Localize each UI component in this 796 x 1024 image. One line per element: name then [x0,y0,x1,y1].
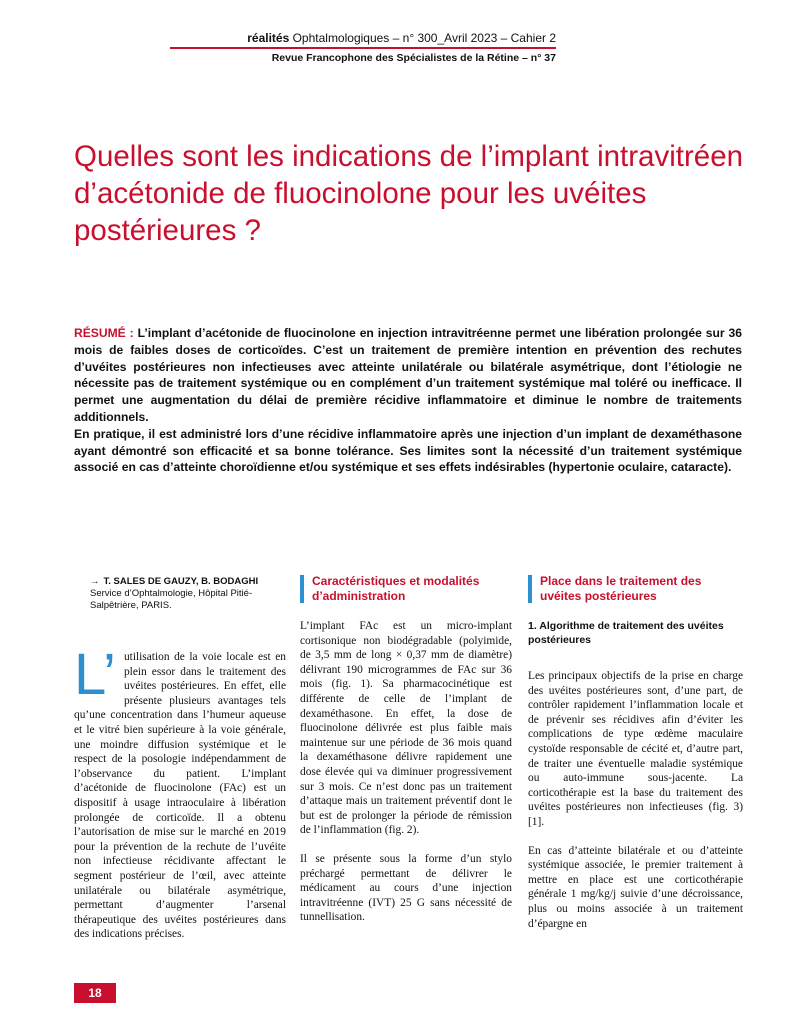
author-affiliation: Service d’Ophtalmologie, Hôpital Pitié-Salpêtrière, PARIS. [90,588,253,611]
abstract-paragraph-2: En pratique, il est administré lors d’une récidive inflammatoire après une injection d’un implant de dexaméthasone ayant démontré son efficacité et sa bonne tolérance. Ses limites sont la nécessité d’un traitement systémique associé en cas d’atteinte choroïdienne et/ou systémique et ses effets indésirables (hypertonie oculaire, cataracte). [74,426,742,475]
body-paragraph: Il se présente sous la forme d’un stylo préchargé permettant de délivrer le médicament au cours d’une injection intravitréenne (IVT) 25 G sans nécessité de tunnellisation. [300,852,512,924]
column-2 [300,570,512,939]
journal-issue: Ophtalmologiques – n° 300_Avril 2023 – Cahier 2 [289,31,556,45]
column-3 [528,570,743,945]
abstract [74,325,742,476]
column-1 [74,570,286,956]
article-title: Quelles sont les indications de l’implant intravitréen d’acétonide de fluocinolone pour les uvéites postérieures ? [74,140,744,247]
arrow-icon: → [90,576,100,587]
intro-section [74,642,286,942]
author-block [90,576,286,612]
body-paragraph: L’implant FAc est un micro-implant cortisonique non biodégradable (polyimide, de 3,5 mm de long × 0,37 mm de diamètre) délivrant 190 microgrammes de FAc sur 36 mois (fig. 1). Sa pharmacocinétique est différente de celle de l’implant de dexaméthasone. En effet, la dose de fluocinolone délivrée est plus faible mais maintenue sur une période de 36 mois quand la dexaméthasone délivre rapidement une dose élevée qui va diminuer progressivement sur 3 mois. Ce n’est donc pas un traitement d’attaque mais un traitement préventif dont le but est de prolonger la période de rémission de l’inflammation (fig. 2). [300,620,512,837]
body-paragraph: En cas d’atteinte bilatérale et ou d’atteinte systémique associée, le premier traitement à mettre en place est une corticothérapie générale 1 mg/kg/j suivie d’une décroissance, plus ou moins associée à un traitement d’épargne en [528,844,743,930]
page-number: 18 [74,983,116,1003]
heading-bar [300,575,304,603]
section-heading-characteristics [300,574,512,603]
abstract-text-1: L’implant d’acétonide de fluocinolone en injection intravitréenne permet une libération prolongée sur 36 mois de faibles doses de corticoïdes. C’est un traitement de première intention en prévention des rechutes d’uvéites postérieures non infectieuses avec atteinte unilatérale ou bilatérale asymétrique, dont l’étiologie ne nécessite pas de traitement systémique ou en complément d’un traitement systémique mal toléré ou inefficace. Il permet une augmentation du délai de première récidive inflammatoire et diminue le nombre de traitements additionnels. [74,326,742,424]
section-heading-text: Place dans le traitement des uvéites postérieures [540,574,702,603]
heading-bar [528,575,532,603]
journal-subtitle: Revue Francophone des Spécialistes de la Rétine – n° 37 [271,52,556,64]
section-heading-text: Caractéristiques et modalités d’administration [312,574,480,603]
intro-paragraph: utilisation de la voie locale est en plein essor dans le traitement des uvéites postérieures. En effet, elle présente plusieurs avantages tels qu’une concentration dans l’humeur aqueuse et le vitré bien supérieure à la voie générale, une moindre diffusion systémique et le respect de la posologie indépendamment de l’observance du patient. L’implant d’acétonide de fluocinolone (FAc) est un dispositif à usage intraoculaire à libération prolongée de corticoïde. Il a obtenu l’autorisation de mise sur le marché en 2019 pour la prévention de la rechute de l’uvéite non infectieuse récidivante affectant le segment postérieur de l’œil, avec atteinte unilatérale ou bilatérale asymétrique, permettant d’augmenter l’arsenal thérapeutique des uvéites postérieures dans des indications précises. [74,651,286,941]
subsection-heading: 1. Algorithme de traitement des uvéites postérieures [528,620,724,646]
abstract-label: RÉSUMÉ : [74,326,134,340]
abstract-paragraph-1 [74,325,742,426]
header-rule [170,47,556,49]
journal-name: réalités [247,31,290,45]
section-heading-treatment [528,574,743,603]
body-paragraph: Les principaux objectifs de la prise en charge des uvéites postérieures sont, d’une part, de contrôler rapidement l’inflammation locale et de prévenir ses récidives afin d’éviter les complications de type œdème maculaire cystoïde responsable de cécité et, d’autre part, de traiter une éventuelle maladie systémique ou auto-immune sous-jacente. La corticothérapie est la base du traitement des uvéites postérieures non infectieuses (fig. 3) [1]. [528,670,743,828]
drop-cap: L’ [74,642,116,707]
running-header [170,31,556,45]
author-names: T. SALES DE GAUZY, B. BODAGHI [103,576,259,587]
